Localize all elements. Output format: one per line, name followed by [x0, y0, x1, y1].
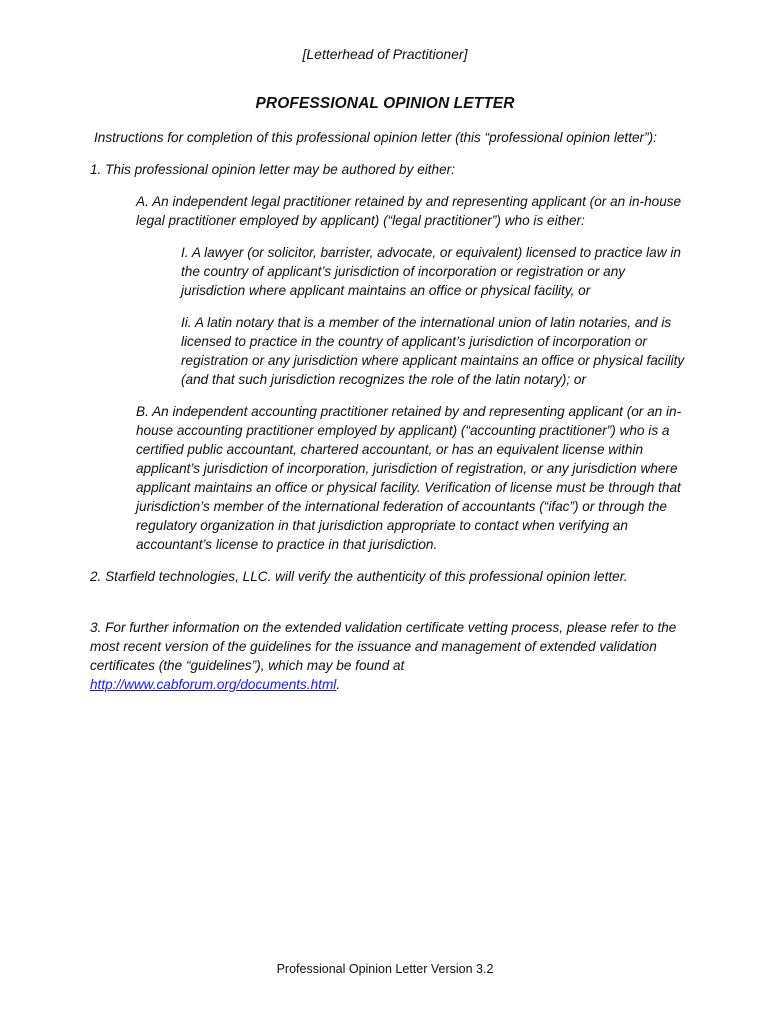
cabforum-documents-link[interactable]: http://www.cabforum.org/documents.html — [90, 677, 337, 692]
item-1a-legal-practitioner: A. An independent legal practitioner retained by and representing applicant (or an in-house legal practitioner employed by applicant) (“legal practitioner”) who is either: — [136, 194, 682, 228]
letterhead-placeholder: [Letterhead of Practitioner] — [302, 46, 468, 62]
instructions-body — [90, 128, 690, 694]
item-1b-accounting-practitioner: B. An independent accounting practitioner retained by and representing applicant (or an in-house accounting practitioner employed by applicant) (“accounting practitioner”) who is a certified public accountant, chartered accountant, or has an equivalent license within applicant’s jurisdiction of incorporation, jurisdiction of registration, or any jurisdiction where applicant maintains an office or physical facility. Verification of license must be through that jurisdiction’s member of the international federation of accountants (“ifac”) or through the regulatory organization in that jurisdiction appropriate to contact when verifying an accountant’s license to practice in that jurisdiction. — [136, 404, 682, 552]
item-3-period: . — [336, 677, 341, 692]
item-1a-i-lawyer: I. A lawyer (or solicitor, barrister, advocate, or equivalent) licensed to practice law in the country of applicant’s jurisdiction of incorporation or registration or any jurisdiction where applicant maintains an office or physical facility, or — [181, 245, 681, 298]
item-3-text: 3. For further information on the extended validation certificate vetting process, please refer to the most recent version of the guidelines for the issuance and management of extended validation certificates (the “guidelines”), which may be found at — [90, 620, 677, 673]
page-title: PROFESSIONAL OPINION LETTER — [255, 95, 515, 112]
instructions-intro: Instructions for completion of this professional opinion letter (this “professional opinion letter”): — [94, 130, 657, 145]
item-3-further-information — [90, 618, 690, 694]
item-1a-ii-latin-notary: Ii. A latin notary that is a member of the international union of latin notaries, and is licensed to practice in the country of applicant’s jurisdiction of incorporation or registration or any jurisdiction where applicant maintains an office or physical facility (and that such jurisdiction recognizes the role of the latin notary); or — [181, 315, 685, 387]
page-footer-version: Professional Opinion Letter Version 3.2 — [276, 962, 494, 976]
item-1-authorship: 1. This professional opinion letter may be authored by either: — [90, 162, 455, 177]
item-2-verification: 2. Starfield technologies, LLC. will verify the authenticity of this professional opinion letter. — [90, 569, 628, 584]
